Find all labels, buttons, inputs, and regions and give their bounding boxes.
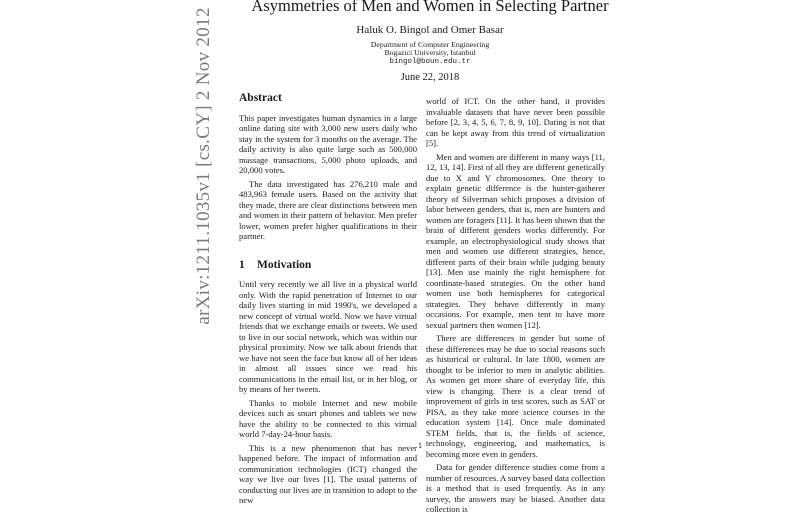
abstract-paragraph: The data investigated has 276,210 male and 483,963 female users. Based on the activity that they made, there are clear distinctions between men and women in their pattern of behavior. Men prefer lower, women prefer higher qualifications in their partner. [239,178,418,241]
page-number: 1 [417,440,423,450]
body-paragraph: world of ICT. On the other hand, it provides invaluable datasets that have never been possible before [2, 3, 4, 5, 6, 7, 8, 9, 10]. Dating is not that can be kept away from this trend of virtualization [5]. [426,96,605,148]
body-paragraph: There are differences in gender but some of these differences may be due to social reasons such as historical or cultural. In late 1800, women are thought to be inferior to men in analytic abilities. As women get more share of everyday life, this view is changing. There is a clear trend of improvement of girls in test scores, such as SAT or PISA, as they take more science courses in the education system [14]. Once male dominated STEM fields, that is, the fields of science, technology, engineering, and mathematics, is becoming more even in genders. [426,333,605,459]
author-email: bingol@boun.edu.tr [389,58,471,66]
abstract-paragraph: This paper investigates human dynamics in a large online dating site with 3,000 new users daily who stay in the system for 3 months on the average. The daily activity is also quite large such as 500,000 massage transactions, 5,000 photo uploads, and 20,000 votes. [239,112,417,175]
right-column [426,96,605,515]
abstract-heading: Abstract [239,92,282,104]
section-title: Motivation [257,258,312,271]
paper-title: Asymmetries of Men and Women in Selecting Partner [251,0,609,15]
paper-authors: Haluk O. Bingol and Omer Basar [356,24,504,36]
section-heading-motivation [239,260,417,271]
left-column [239,93,417,506]
body-paragraph: Data for gender difference studies come from a number of resources. A survey based data collection is a method that is used frequently. As in any survey, the answers may be biased. Another data collection is [426,462,605,514]
section-number: 1 [239,258,245,271]
arxiv-identifier-stamp: arXiv:1211.1035v1 [cs.CY] 2 Nov 2012 [193,7,214,325]
body-paragraph: Until very recently we all live in a physical world only. With the rapid penetration of Internet to our daily lives starting in mid 1990's, we developed a new concept of virtual world. Now we have virtual friends that we exchange emails or tweets. We used to live in our social network, which was within our physical proximity. Now we talk about friends that we have not seen the face but know all of her ideas in almost all issues since we read his communications in the email list, or in her blog, or by means of her tweets. [239,279,417,394]
paper-date: June 22, 2018 [400,72,460,83]
body-paragraph: Men and women are different in many ways [11, 12, 13, 14]. First of all they are different genetically due to X and Y chromosomes. One theory to explain genetic difference is the hunter-gatherer theory of Silverman which proposes a division of labor between genders, that is, men are hunters and women are foragers [11]. It has been shown that the brain of different genders works differently. For example, an electrophysiological study shows that men and women use different strategies, hence, different parts of their brain while judging beauty [13]. Men use mainly the right hemisphere for coordinate-based strategies. On the other hand women use both hemispheres for categorical strategies. They behave differently in many occasions. For example, men tent to have more sexual partners then women [12]. [426,151,605,330]
body-paragraph: This is a new phenomenon that has never happened before. The impact of information and communication technologies (ICT) changed the way we live our lives [1]. The usual patterns of conducting our lives are in transition to adopt to the new [239,442,417,505]
affiliation-department: Department of Computer Engineering [370,40,490,49]
affiliation-university: Bogazici University, Istanbul [384,48,476,57]
body-paragraph: Thanks to mobile Internet and new mobile devices such as smart phones and tablets we now have the ability to be connected to this virtual world 7-day-24-hour basis. [239,397,417,439]
